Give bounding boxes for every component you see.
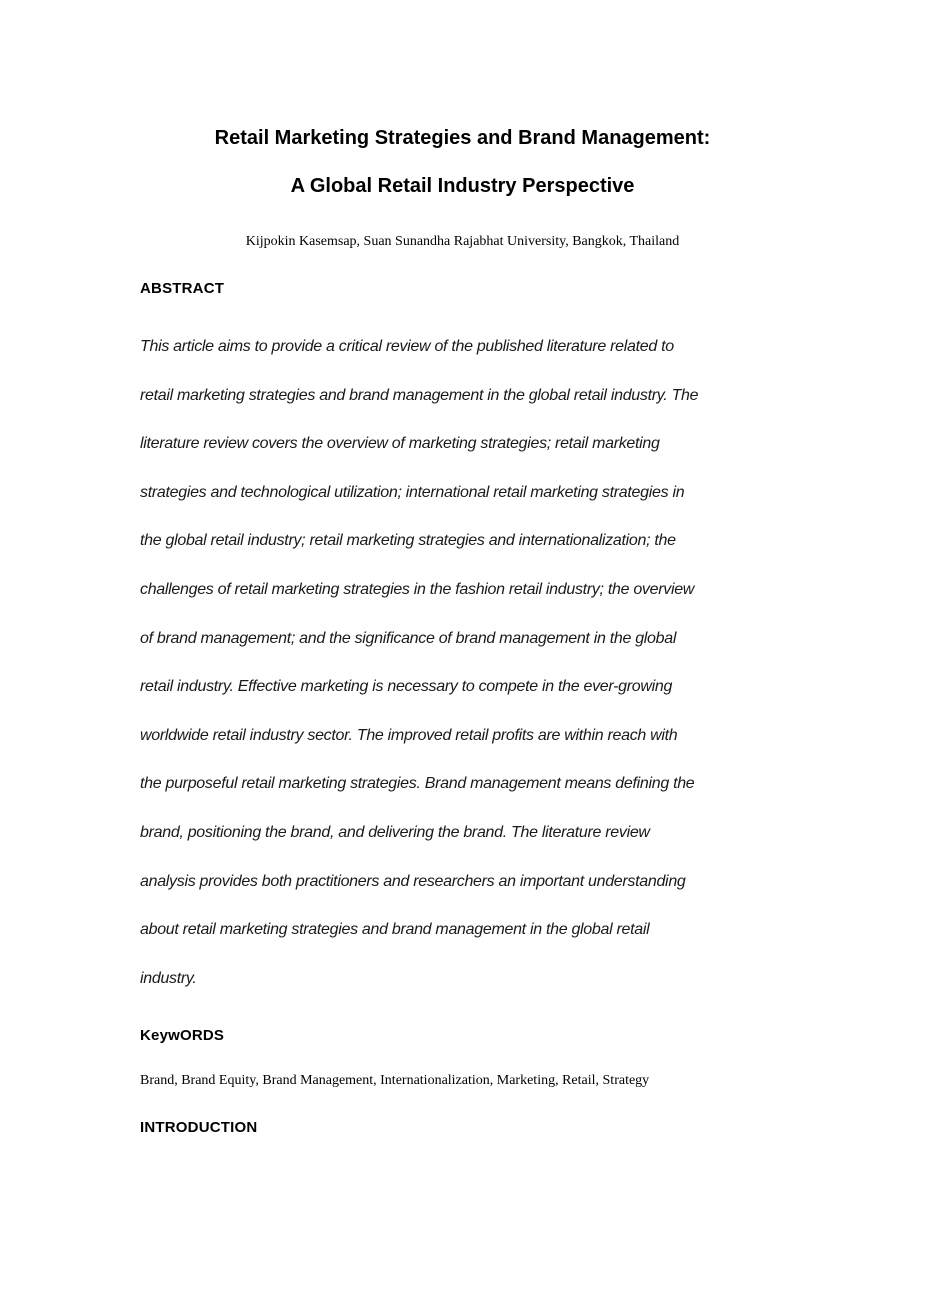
abstract-line: about retail marketing strategies and brand management in the global retail xyxy=(140,921,650,939)
abstract-line: literature review covers the overview of marketing strategies; retail marketing xyxy=(140,435,660,453)
keywords-list: Brand, Brand Equity, Brand Management, Internationalization, Marketing, Retail, Strategy xyxy=(140,1073,650,1088)
introduction-heading: INTRODUCTION xyxy=(140,1119,258,1136)
abstract-line: This article aims to provide a critical review of the published literature related to xyxy=(140,338,674,355)
abstract-heading: ABSTRACT xyxy=(140,280,225,297)
abstract-line: the purposeful retail marketing strategies. Brand management means defining the xyxy=(140,775,695,793)
abstract-line: industry. xyxy=(140,969,197,987)
abstract-line: strategies and technological utilization; international retail marketing strategies in xyxy=(140,483,685,501)
abstract-line: retail industry. Effective marketing is necessary to compete in the ever-growing xyxy=(140,678,673,696)
abstract-line: of brand management; and the significance of brand management in the global xyxy=(140,629,677,647)
abstract-text xyxy=(140,323,795,1003)
paper-title-line-2: A Global Retail Industry Perspective xyxy=(290,175,635,197)
abstract-line: challenges of retail marketing strategies in the fashion retail industry; the overview xyxy=(140,580,695,598)
abstract-line: retail marketing strategies and brand management in the global retail industry. The xyxy=(140,386,699,404)
abstract-line: brand, positioning the brand, and delivering the brand. The literature review xyxy=(140,823,650,841)
paper-title-line-1: Retail Marketing Strategies and Brand Management: xyxy=(214,127,711,149)
abstract-line: the global retail industry; retail marketing strategies and internationalization; the xyxy=(140,532,676,550)
abstract-line: worldwide retail industry sector. The improved retail profits are within reach with xyxy=(140,726,678,744)
abstract-line: analysis provides both practitioners and researchers an important understanding xyxy=(140,872,686,890)
author-affiliation: Kijpokin Kasemsap, Suan Sunandha Rajabhat University, Bangkok, Thailand xyxy=(245,234,680,249)
keywords-heading: KeywORDS xyxy=(140,1027,225,1044)
